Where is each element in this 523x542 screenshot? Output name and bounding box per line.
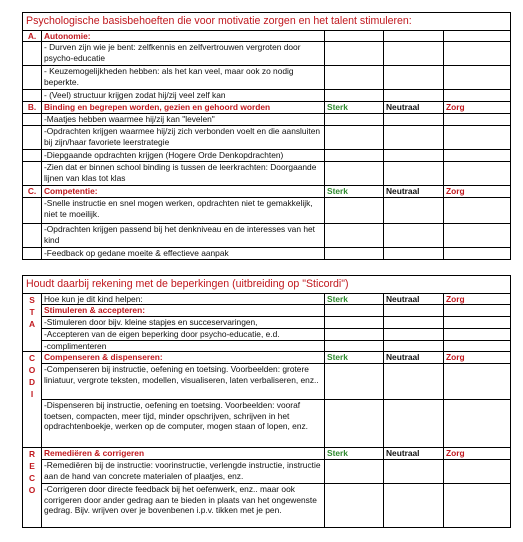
rating-zorg[interactable] — [444, 460, 511, 484]
letter-cell — [23, 198, 42, 224]
rating-neutraal[interactable] — [384, 66, 444, 90]
rating-zorg[interactable] — [444, 328, 511, 340]
section-b-heading: Binding en begrepen worden, gezien en gehoord worden — [42, 102, 325, 114]
letter-cell — [23, 224, 42, 248]
section-a-col-zorg — [444, 31, 511, 42]
sta-col-sterk — [325, 305, 384, 316]
codi-letters: C O D I — [23, 352, 42, 448]
section-c-col-neutraal: Neutraal — [384, 186, 444, 198]
table-row: - (Veel) structuur krijgen zodat hij/zij veel zelf kan — [42, 90, 325, 102]
table-row: - Durven zijn wie je bent: zelfkennis en zelfvertrouwen vergroten door psycho-educatie — [42, 42, 325, 66]
table-row: -Opdrachten krijgen waarmee hij/zij zich verbonden voelt en die aansluiten bij zijn/haar favoriete leerstrategie — [42, 126, 325, 150]
rating-neutraal[interactable] — [384, 316, 444, 328]
table-row: -Stimuleren door bijv. kleine stapjes en succeservaringen, — [42, 316, 325, 328]
letter-cell — [23, 90, 42, 102]
sta-col-zorg — [444, 305, 511, 316]
basic-needs-table — [22, 12, 511, 260]
rating-sterk[interactable] — [325, 364, 384, 400]
rating-zorg[interactable] — [444, 340, 511, 351]
rating-sterk[interactable] — [325, 248, 384, 260]
table-row: -Feedback op gedane moeite & effectieve aanpak — [42, 248, 325, 260]
rating-neutraal[interactable] — [384, 340, 444, 351]
limitations-table — [22, 275, 511, 528]
letter-cell — [23, 42, 42, 66]
section-c-col-sterk: Sterk — [325, 186, 384, 198]
rating-sterk[interactable] — [325, 150, 384, 162]
section-b-letter: B. — [23, 102, 42, 114]
rating-sterk[interactable] — [325, 460, 384, 484]
rating-neutraal[interactable] — [384, 126, 444, 150]
rating-zorg[interactable] — [444, 90, 511, 102]
intro-text: Hoe kun je dit kind helpen: — [42, 294, 325, 305]
rating-sterk[interactable] — [325, 340, 384, 351]
codi-col-zorg: Zorg — [444, 352, 511, 364]
table-row: - Keuzemogelijkheden hebben: als het kan veel, maar ook zo nodig beperkte. — [42, 66, 325, 90]
table-row: -Diepgaande opdrachten krijgen (Hogere Orde Denkopdrachten) — [42, 150, 325, 162]
rating-sterk[interactable] — [325, 484, 384, 528]
letter-cell — [23, 126, 42, 150]
reco-heading: Remediëren & corrigeren — [42, 448, 325, 460]
table2-col-neutraal: Neutraal — [384, 294, 444, 305]
rating-zorg[interactable] — [444, 114, 511, 126]
rating-sterk[interactable] — [325, 224, 384, 248]
letter-cell — [23, 114, 42, 126]
table-row: -complimenteren — [42, 340, 325, 351]
section-a-col-sterk — [325, 31, 384, 42]
table2-col-zorg: Zorg — [444, 294, 511, 305]
rating-sterk[interactable] — [325, 316, 384, 328]
codi-col-sterk: Sterk — [325, 352, 384, 364]
table-row: -Zien dat er binnen school binding is tussen de leerkrachten: Doorgaande lijnen van klas tot klas — [42, 162, 325, 186]
sta-letters: S T A — [23, 294, 42, 352]
rating-sterk[interactable] — [325, 126, 384, 150]
table-row: -Accepteren van de eigen beperking door psycho-educatie, e.d. — [42, 328, 325, 340]
rating-neutraal[interactable] — [384, 42, 444, 66]
sta-col-neutraal — [384, 305, 444, 316]
table-row: -Opdrachten krijgen passend bij het denkniveau en de interesses van het kind — [42, 224, 325, 248]
table-row: -Compenseren bij instructie, oefening en toetsing. Voorbeelden: grotere liniatuur, vergrote teksten, modellen, visualiseren, laten verbaliseren, enz.. — [42, 364, 325, 400]
codi-col-neutraal: Neutraal — [384, 352, 444, 364]
letter-cell — [23, 66, 42, 90]
table2-title: Houdt daarbij rekening met de beperkingen (uitbreiding op "Sticordi") — [23, 276, 511, 294]
rating-sterk[interactable] — [325, 42, 384, 66]
rating-zorg[interactable] — [444, 150, 511, 162]
letter-cell — [23, 162, 42, 186]
table-row: -Snelle instructie en snel mogen werken, opdrachten niet te gemakkelijk, niet te moeilijk. — [42, 198, 325, 224]
rating-zorg[interactable] — [444, 364, 511, 400]
rating-sterk[interactable] — [325, 328, 384, 340]
section-a-letter: A. — [23, 31, 42, 42]
rating-zorg[interactable] — [444, 248, 511, 260]
rating-zorg[interactable] — [444, 484, 511, 528]
rating-neutraal[interactable] — [384, 460, 444, 484]
rating-zorg[interactable] — [444, 162, 511, 186]
rating-neutraal[interactable] — [384, 248, 444, 260]
rating-neutraal[interactable] — [384, 484, 444, 528]
section-a-heading: Autonomie: — [42, 31, 325, 42]
section-b-col-neutraal: Neutraal — [384, 102, 444, 114]
table1-title: Psychologische basisbehoeften die voor motivatie zorgen en het talent stimuleren: — [23, 13, 511, 31]
rating-neutraal[interactable] — [384, 364, 444, 400]
sta-heading: Stimuleren & accepteren: — [42, 305, 325, 316]
rating-zorg[interactable] — [444, 66, 511, 90]
section-a-col-neutraal — [384, 31, 444, 42]
table2-col-sterk: Sterk — [325, 294, 384, 305]
rating-neutraal[interactable] — [384, 328, 444, 340]
rating-neutraal[interactable] — [384, 114, 444, 126]
rating-zorg[interactable] — [444, 224, 511, 248]
rating-neutraal[interactable] — [384, 162, 444, 186]
letter-cell — [23, 248, 42, 260]
rating-sterk[interactable] — [325, 400, 384, 448]
letter-cell — [23, 150, 42, 162]
rating-sterk[interactable] — [325, 162, 384, 186]
table-row: -Remediëren bij de instructie: voorinstructie, verlengde instructie, instructie aan de hand van concrete materialen of plaatjes, enz. — [42, 460, 325, 484]
reco-col-sterk: Sterk — [325, 448, 384, 460]
rating-zorg[interactable] — [444, 316, 511, 328]
rating-sterk[interactable] — [325, 90, 384, 102]
rating-neutraal[interactable] — [384, 198, 444, 224]
rating-neutraal[interactable] — [384, 150, 444, 162]
section-b-col-sterk: Sterk — [325, 102, 384, 114]
reco-letters: R E C O — [23, 448, 42, 528]
rating-sterk[interactable] — [325, 66, 384, 90]
rating-zorg[interactable] — [444, 42, 511, 66]
section-c-heading: Competentie: — [42, 186, 325, 198]
rating-zorg[interactable] — [444, 198, 511, 224]
rating-neutraal[interactable] — [384, 224, 444, 248]
table-row: -Dispenseren bij instructie, oefening en toetsing. Voorbeelden: vooraf toetsen, compacten, meer tijd, minder opschrijven, schrijven in het opdrachtenboekje, werken op de computer, mogen staan of lopen, enz. — [42, 400, 325, 448]
section-b-col-zorg: Zorg — [444, 102, 511, 114]
rating-neutraal[interactable] — [384, 400, 444, 448]
reco-col-zorg: Zorg — [444, 448, 511, 460]
section-c-letter: C. — [23, 186, 42, 198]
rating-zorg[interactable] — [444, 126, 511, 150]
table-row: -Maatjes hebben waarmee hij/zij kan "levelen" — [42, 114, 325, 126]
reco-col-neutraal: Neutraal — [384, 448, 444, 460]
rating-zorg[interactable] — [444, 400, 511, 448]
rating-sterk[interactable] — [325, 198, 384, 224]
rating-neutraal[interactable] — [384, 90, 444, 102]
table-row: -Corrigeren door directe feedback bij het oefenwerk, enz.. maar ook corrigeren door ander gedrag aan te bieden in plaats van het ongewenste gedrag. Bijv. wrijven over je bovenbenen i.p.v. tikken met je pen. — [42, 484, 325, 528]
codi-heading: Compenseren & dispenseren: — [42, 352, 325, 364]
rating-sterk[interactable] — [325, 114, 384, 126]
section-c-col-zorg: Zorg — [444, 186, 511, 198]
